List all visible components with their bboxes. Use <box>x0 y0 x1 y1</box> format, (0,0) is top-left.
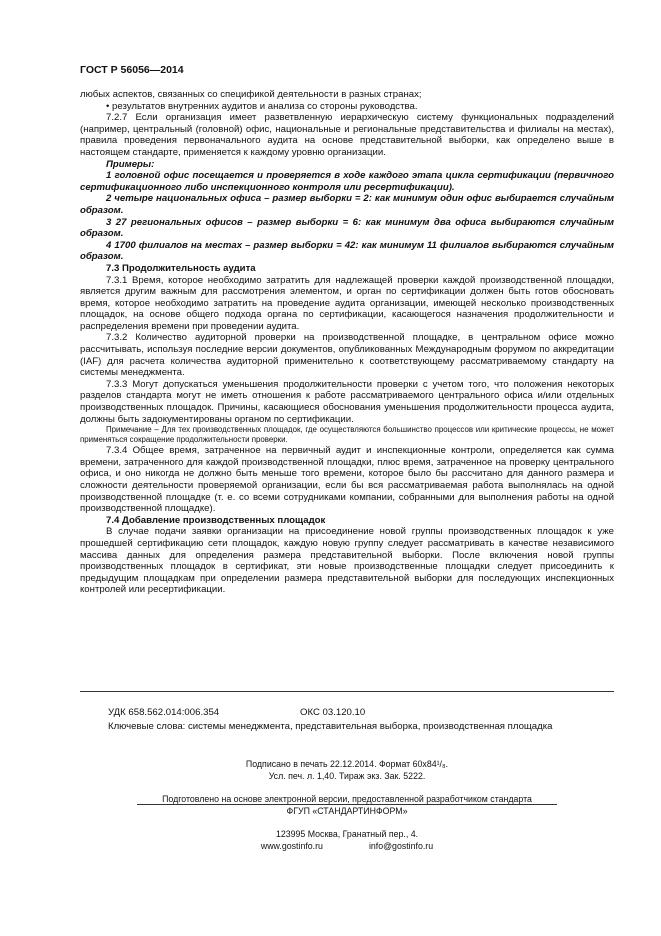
section-7-3-heading: 7.3 Продолжительность аудита <box>106 262 256 274</box>
bullet-item: • результатов внутренних аудитов и анализа со стороны руководства. <box>106 100 418 112</box>
udk-code: УДК 658.562.014:006.354 <box>108 707 220 718</box>
clause-7-2-7: 7.2.7 Если организация имеет разветвленную иерархическую систему функциональных подразделений (например, центральный (головной) офис, национальные и региональные представительства и филиалы на местах), правила проведения первоначального аудита на основе представительной выборки, как определено выше в настоящем стандарте, применяется к каждому уровню организации. <box>80 112 614 158</box>
clause-7-4: В случае подачи заявки организации на присоединение новой группы производственных площадок к уже прошедшей сертификацию сети площадок, каждую новую группу следует рассматривать в качестве независимого массива данных для определения размера представительной выборки. После включения новой группы производственных площадок в сертификат, эти новые производственные площадки следует присоединить к предыдущим площадкам при определении размера представительной выборки для последующих инспекционных контролей или ресертификации. <box>80 526 614 596</box>
note: Примечание – Для тех производственных площадок, где осуществляются большинство процессов или критические процессы, не может применяться сокращение продолжительности проверки. <box>80 425 614 445</box>
clause-7-3-3: 7.3.3 Могут допускаться уменьшения продолжительности проверки с учетом того, что положения некоторых разделов стандарта могут не иметь отношения к работе рассматриваемого центрального офиса и/или отдельных производственных площадок. Причины, касающиеся обоснования уменьшения продолжительности процесса аудита, должны быть задокументированы органом по сертификации. <box>80 378 614 425</box>
prepared-note: Подготовлено на основе электронной версии, предоставленной разработчиком стандарта <box>162 794 532 804</box>
clause-7-3-1: 7.3.1 Время, которое необходимо затратить для надлежащей проверки каждой производственной площадки, является другим важным для рассмотрения элементом, и орган по сертификации должен быть готов обосновать время, которое необходимо затратить на проведение аудита организации, имеющей несколько производственных площадок, на основе общего подхода органа по сертификации, касающегося назначения продолжительности и распределения времени при проведении аудита. <box>80 274 614 332</box>
print-signed: Подписано в печать 22.12.2014. Формат 60x84¹/₈. <box>245 759 449 769</box>
oks-code: ОКС 03.120.10 <box>300 707 366 718</box>
examples-title: Примеры: <box>106 158 155 170</box>
publisher-name: ФГУП «СТАНДАРТИНФОРМ» <box>286 806 408 816</box>
website-link[interactable]: www.gostinfo.ru <box>260 841 323 851</box>
keywords: Ключевые слова: системы менеджмента, представительная выборка, производственная площадка <box>108 721 553 732</box>
clause-7-3-4: 7.3.4 Общее время, затраченное на первичный аудит и инспекционные контроли, определяется как сумма времени, затраченного для каждой производственной площадки, плюс время, затраченное на проверку центрального офиса, и оно никогда не должно быть меньше того времени, которое было бы рассчитано для данного размера и сложности деятельности проверяемой организации, если бы вся рассматриваемая работа выполнялась на одной производственной площадке (т. е. со всеми сотрудниками компании, собранными для выполнения работы на одной производственной площадке). <box>80 445 614 515</box>
standard-header: ГОСТ Р 56056—2014 <box>80 64 184 76</box>
example-2: 2 четыре национальных офиса – размер выборки = 2: как минимум один офис выбирается случайным образом. <box>80 193 614 216</box>
example-3: 3 27 региональных офисов – размер выборки = 6: как минимум два офиса выбираются случайным образом. <box>80 216 614 240</box>
publisher-divider <box>137 804 557 805</box>
clause-7-3-2: 7.3.2 Количество аудиторной проверки на производственной площадке, в центральном офисе можно рассчитывать, используя последние версии документов, опубликованных Международным форумом по аккредитации (IAF) для расчета количества аудиторной применительно к соответствующему рассматриваемому стандарту на системы менеджмента. <box>80 332 614 379</box>
paragraph-continuation: любых аспектов, связанных со спецификой деятельности в разных странах; <box>80 89 422 100</box>
publisher-contacts <box>80 841 614 851</box>
print-details: Усл. печ. л. 1,40. Тираж экз. Зак. 5222. <box>268 771 426 781</box>
example-4: 4 1700 филиалов на местах – размер выборки = 42: как минимум 11 филиалов выбираются случайным образом. <box>80 239 614 263</box>
footer-divider <box>80 691 614 692</box>
publisher-address: 123995 Москва, Гранатный пер., 4. <box>275 829 419 839</box>
section-7-4-heading: 7.4 Добавление производственных площадок <box>106 514 326 526</box>
email-link[interactable]: info@gostinfo.ru <box>368 841 434 851</box>
document-body <box>80 89 614 596</box>
example-1: 1 головной офис посещается и проверяется в ходе каждого этапа цикла сертификации (первичного сертификационного либо инспекционного контроля или ресертификации). <box>80 170 614 193</box>
